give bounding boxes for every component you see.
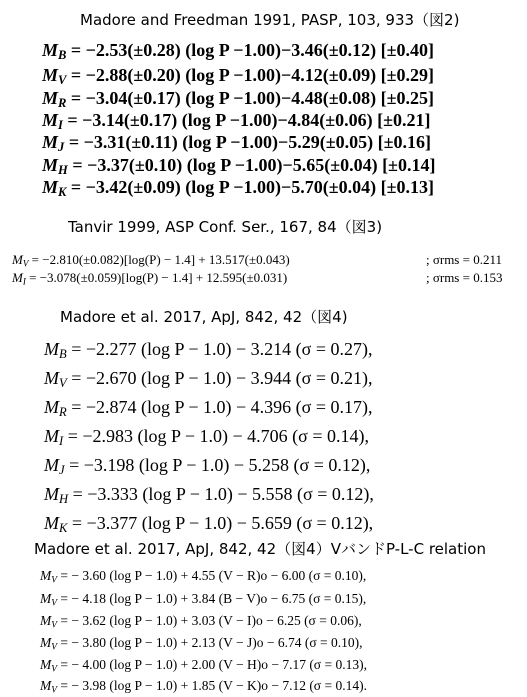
equation-row: $M_V = -2.88(\pm 0.20)$ (log P −1.00)−4.12(±0.09) [±0.29] (42, 65, 435, 88)
equation-row: $M_V$ = − 4.00 (log P − 1.0) + 2.00 (V − H)o − 7.17 (σ = 0.13), (40, 657, 367, 675)
section2-heading: Tanvir 1999, ASP Conf. Ser., 167, 84（図3) (68, 218, 383, 236)
equation-row: $M_R = -3.04(\pm 0.17)$ (log P −1.00)−4.48(±0.08) [±0.25] (42, 88, 435, 111)
equation-row: $M_B = -2.53(\pm 0.28)$ (log P −1.00)−3.46(±0.12) [±0.40] (42, 40, 435, 63)
equation-row: $M_V$ = − 3.62 (log P − 1.0) + 3.03 (V − I)o − 6.25 (σ = 0.06), (40, 613, 362, 631)
sigma-rms: ; σrms = 0.211 (426, 252, 502, 267)
equation-row: $M_K = -3.377$ (log P − 1.0) − 5.659 (σ = 0.12), (44, 513, 374, 536)
sigma-rms: ; σrms = 0.153 (426, 270, 503, 285)
equation-row: $M_V$ = − 3.60 (log P − 1.0) + 4.55 (V − R)o − 6.00 (σ = 0.10), (40, 568, 367, 586)
equation-row: $M_R = -2.874$ (log P − 1.0) − 4.396 (σ = 0.17), (44, 397, 373, 420)
equation-row: $M_V = -2.810(\pm 0.082)[\log(P) - 1.4] + 13.517(\pm 0.043)$ ; σrms = 0.211 (12, 252, 502, 269)
equation-row: $M_J = -3.198$ (log P − 1.0) − 5.258 (σ = 0.12), (44, 455, 371, 478)
section4-heading: Madore et al. 2017, ApJ, 842, 42（図4）VバンドP-L-C relation (34, 540, 486, 558)
equation-row: $M_V$ = − 3.80 (log P − 1.0) + 2.13 (V − J)o − 6.74 (σ = 0.10), (40, 635, 363, 653)
equation-row: $M_I = -3.14(\pm 0.17)$ (log P −1.00)−4.84(±0.06) [±0.21] (42, 110, 431, 133)
equation-row: $M_H = -3.37(\pm 0.10)$ (log P −1.00)−5.65(±0.04) [±0.14] (42, 155, 436, 178)
equation-row: $M_B = -2.277$ (log P − 1.0) − 3.214 (σ = 0.27), (44, 339, 373, 362)
section3-heading: Madore et al. 2017, ApJ, 842, 42（図4) (60, 308, 348, 326)
equation-row: $M_H = -3.333$ (log P − 1.0) − 5.558 (σ = 0.12), (44, 484, 374, 507)
equation-row: $M_I = -2.983$ (log P − 1.0) − 4.706 (σ = 0.14), (44, 426, 369, 449)
equation-row: $M_J = -3.31(\pm 0.11)$ (log P −1.00)−5.29(±0.05) [±0.16] (42, 132, 431, 155)
section1-heading: Madore and Freedman 1991, PASP, 103, 933（図2) (80, 11, 460, 29)
equation-row: $M_V$ = − 4.18 (log P − 1.0) + 3.84 (B − V)o − 6.75 (σ = 0.15), (40, 591, 367, 609)
equation-row: $M_K = -3.42(\pm 0.09)$ (log P −1.00)−5.70(±0.04) [±0.13] (42, 177, 435, 200)
equation-row: $M_V$ = − 3.98 (log P − 1.0) + 1.85 (V − K)o − 7.12 (σ = 0.14). (40, 678, 367, 696)
equation-row: $M_V = -2.670$ (log P − 1.0) − 3.944 (σ = 0.21), (44, 368, 373, 391)
equation-row: $M_I = -3.078(\pm 0.059)[\log(P) - 1.4] + 12.595(\pm 0.031)$ ; σrms = 0.153 (12, 270, 503, 287)
